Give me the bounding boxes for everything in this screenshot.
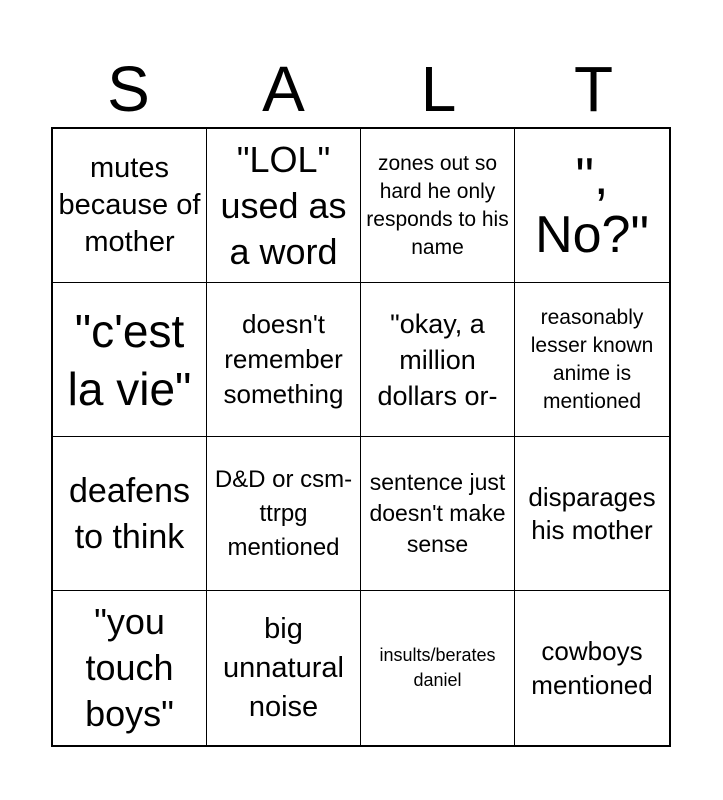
cell-text: "okay, a million dollars or-	[377, 308, 498, 411]
bingo-cell[interactable]	[515, 129, 669, 283]
cell-text: big unnatural noise	[223, 612, 344, 723]
cell-text: sentence just doesn't make sense	[369, 469, 506, 557]
cell-text: "c'est la vie"	[67, 304, 192, 415]
bingo-cell[interactable]	[207, 129, 361, 283]
cell-text: zones out so hard he only responds to his name	[366, 151, 509, 259]
bingo-cell[interactable]	[53, 437, 207, 591]
bingo-cell[interactable]	[361, 283, 515, 437]
bingo-cell[interactable]	[361, 437, 515, 591]
cell-text: D&D or csm-ttrpg mentioned	[214, 465, 353, 561]
cell-text: reasonably lesser known anime is mentioned	[530, 305, 654, 413]
cell-text: ", No?"	[535, 147, 649, 264]
bingo-grid	[51, 127, 671, 747]
cell-text: cowboys mentioned	[531, 636, 653, 700]
header-letter-a: A	[262, 53, 305, 125]
bingo-cell[interactable]	[515, 437, 669, 591]
cell-text: disparages his mother	[528, 481, 656, 545]
bingo-header	[51, 50, 671, 128]
bingo-cell[interactable]	[361, 591, 515, 745]
cell-text: "you touch boys"	[85, 601, 174, 734]
bingo-cell[interactable]	[515, 283, 669, 437]
bingo-cell[interactable]	[361, 129, 515, 283]
bingo-cell[interactable]	[207, 591, 361, 745]
cell-text: insults/berates daniel	[379, 645, 496, 690]
header-letter-s: S	[107, 53, 150, 125]
bingo-cell[interactable]	[53, 129, 207, 283]
cell-text: mutes because of mother	[58, 152, 201, 258]
header-letter-t: T	[573, 53, 614, 125]
cell-text: deafens to think	[69, 471, 190, 556]
header-letter-l: L	[420, 53, 457, 125]
bingo-cell[interactable]	[515, 591, 669, 745]
cell-text: "LOL" used as a word	[220, 138, 347, 272]
bingo-cell[interactable]	[207, 437, 361, 591]
bingo-cell[interactable]	[53, 591, 207, 745]
bingo-cell[interactable]	[53, 283, 207, 437]
cell-text: doesn't remember something	[223, 309, 344, 409]
bingo-cell[interactable]	[207, 283, 361, 437]
